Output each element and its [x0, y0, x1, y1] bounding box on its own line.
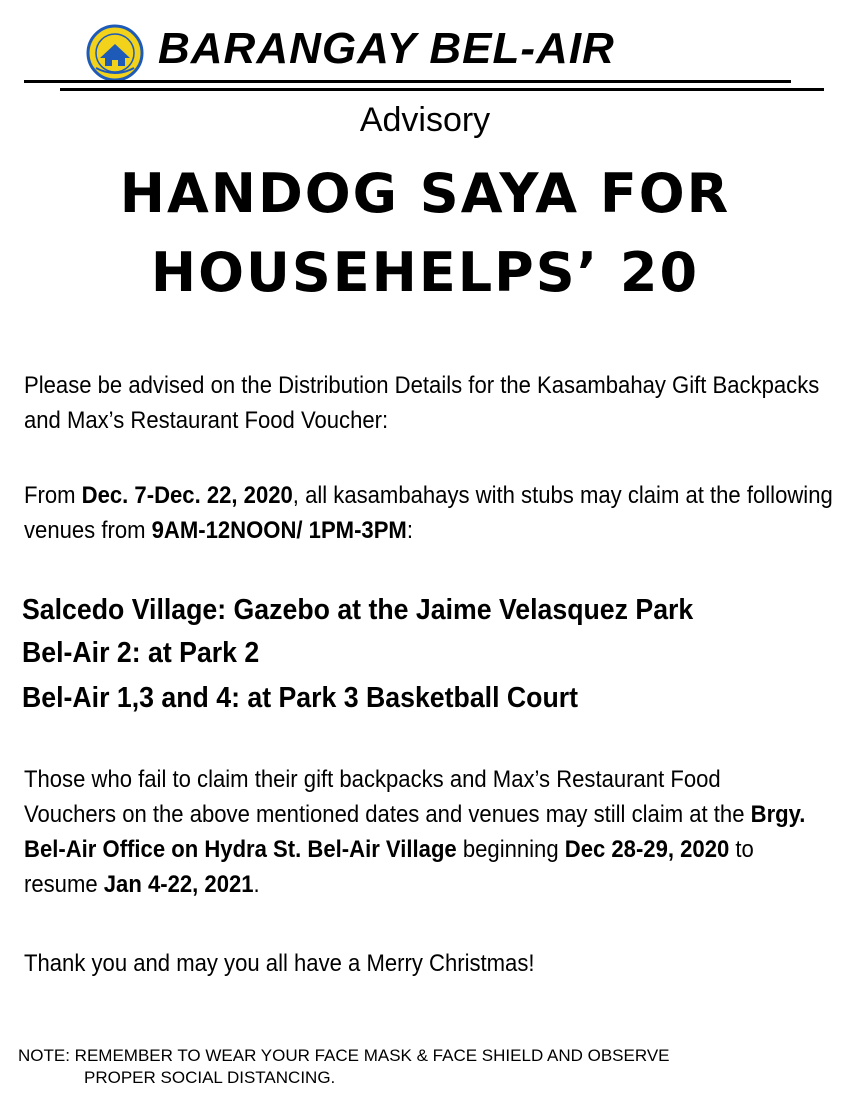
late-claim-paragraph — [24, 762, 815, 902]
late-claim-text: beginning — [456, 836, 565, 863]
note-line-1: NOTE: REMEMBER TO WEAR YOUR FACE MASK & FACE SHIELD AND OBSERVE — [18, 1046, 670, 1065]
office-location: Brgy. Bel-Air Office on Hydra St. Bel-Air Village — [24, 801, 806, 863]
barangay-seal-logo — [86, 24, 144, 82]
document-type: Advisory — [359, 101, 491, 139]
venue-item: Salcedo Village: Gazebo at the Jaime Velasquez Park — [22, 594, 694, 626]
letterhead — [0, 0, 850, 100]
schedule-text: : — [406, 517, 413, 544]
late-claim-text: . — [253, 871, 260, 898]
distribution-dates: Dec. 7-Dec. 22, 2020 — [81, 482, 293, 509]
headline-line-2: HOUSEHELPS’ 20 — [150, 241, 700, 304]
schedule-text: From — [24, 482, 82, 509]
organization-name: BARANGAY BEL-AIR — [158, 24, 615, 73]
intro-paragraph: Please be advised on the Distribution Details for the Kasambahay Gift Backpacks and Max’s Restaurant Food Voucher: — [24, 372, 820, 434]
header-rule-bottom — [60, 88, 824, 91]
late-claim-text: to resume — [24, 836, 754, 898]
venue-item: Bel-Air 2: at Park 2 — [22, 637, 260, 669]
resume-dates: Jan 4-22, 2021 — [103, 871, 254, 898]
schedule-text: , all kasambahays with stubs may claim at the following venues from — [24, 482, 833, 544]
safety-note — [18, 1045, 838, 1089]
late-claim-text: Those who fail to claim their gift backpacks and Max’s Restaurant Food Vouchers on the above mentioned dates and venues may still claim at the — [24, 766, 751, 828]
venue-item: Bel-Air 1,3 and 4: at Park 3 Basketball Court — [22, 682, 579, 714]
late-claim-dates: Dec 28-29, 2020 — [564, 836, 730, 863]
schedule-paragraph — [24, 478, 834, 548]
headline-line-1: HANDOG SAYA FOR — [119, 162, 731, 225]
closing-greeting: Thank you and may you all have a Merry Christmas! — [24, 950, 535, 977]
note-line-2: PROPER SOCIAL DISTANCING. — [84, 1068, 336, 1087]
distribution-hours: 9AM-12NOON/ 1PM-3PM — [151, 517, 407, 544]
header-rule-top — [24, 80, 791, 83]
